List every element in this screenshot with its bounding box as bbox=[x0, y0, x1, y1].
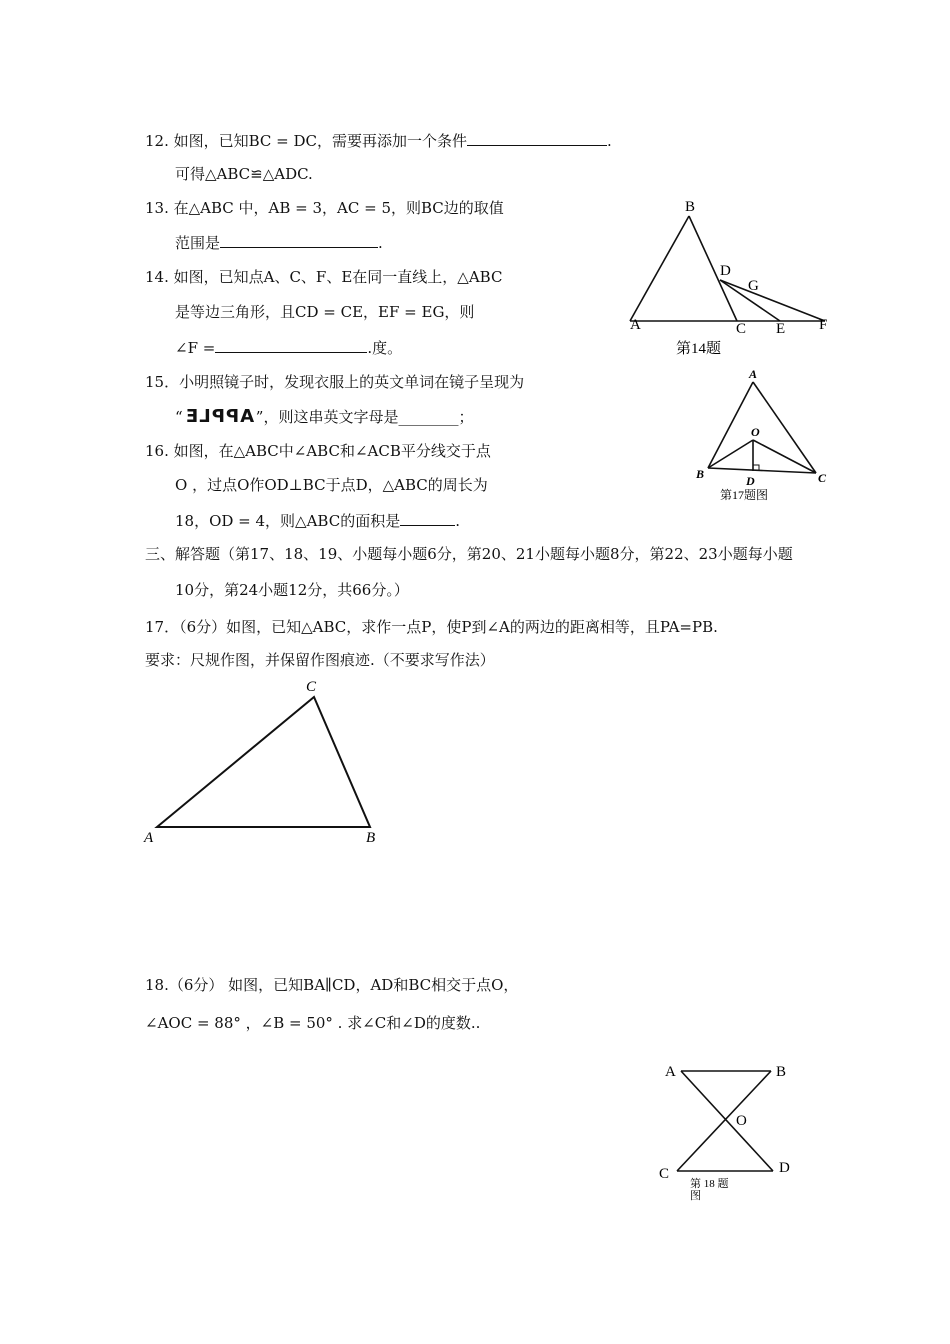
segment-AB bbox=[630, 216, 689, 321]
q16-line2: O ，过点O作OD⊥BC于点D，△ABC的周长为 bbox=[175, 476, 488, 494]
label-B: B bbox=[685, 199, 696, 215]
q14-line2: 是等边三角形，且CD = CE，EF = EG，则 bbox=[175, 303, 475, 321]
q14-answer-blank[interactable] bbox=[215, 337, 367, 353]
figure-q16 bbox=[690, 365, 840, 505]
label-D: D bbox=[779, 1160, 790, 1176]
label-D: D bbox=[746, 474, 755, 488]
label-A: A bbox=[665, 1064, 676, 1080]
segment-AD bbox=[681, 1071, 773, 1171]
q17-line2: 要求：尺规作图，并保留作图痕迹.（不要求写作法） bbox=[145, 651, 495, 669]
label-A: A bbox=[749, 367, 758, 381]
q16-line1: 16. 如图，在△ABC中∠ABC和∠ACB平分线交于点 bbox=[145, 442, 491, 460]
q13-line1: 13. 在△ABC 中，AB = 3，AC = 5，则BC边的取值 bbox=[145, 199, 504, 217]
label-O: O bbox=[751, 425, 760, 439]
segment-DF bbox=[720, 280, 825, 321]
section3-heading: 三、解答题（第17、18、19、小题每小题6分，第20、21小题每小题8分，第22、23小题每小题 bbox=[145, 545, 793, 563]
triangle-ABC bbox=[157, 697, 370, 827]
segment-AB bbox=[708, 382, 753, 468]
label-G: G bbox=[748, 278, 759, 294]
label-C: C bbox=[736, 321, 747, 337]
caption-fig18: 第 18 题 bbox=[690, 1178, 729, 1190]
mirrored-word-image: APPLE bbox=[184, 406, 254, 427]
label-O: O bbox=[736, 1113, 747, 1129]
figure-q14 bbox=[620, 195, 840, 365]
caption-fig17: 第17题图 bbox=[720, 488, 769, 502]
q16-answer-blank[interactable] bbox=[400, 510, 455, 526]
label-B: B bbox=[696, 467, 705, 481]
q18-line2: ∠AOC = 88° ，∠B = 50° . 求∠C和∠D的度数.. bbox=[145, 1014, 481, 1032]
segment-BC bbox=[677, 1071, 771, 1171]
label-F: F bbox=[819, 317, 828, 333]
label-B: B bbox=[366, 830, 376, 846]
q13-line2: 范围是 . bbox=[175, 234, 383, 252]
caption-fig14: 第14题 bbox=[676, 341, 722, 357]
label-E: E bbox=[776, 321, 786, 337]
label-A: A bbox=[630, 317, 641, 333]
label-C: C bbox=[659, 1166, 670, 1182]
q13-answer-blank[interactable] bbox=[220, 232, 378, 248]
q18-line1: 18.（6分） 如图，已知BA∥CD，AD和BC相交于点O， bbox=[145, 976, 519, 994]
label-D: D bbox=[720, 263, 731, 279]
label-C: C bbox=[818, 471, 827, 485]
q12-line1: 12. 如图，已知BC = DC，需要再添加一个条件 . bbox=[145, 132, 612, 150]
q16-line3: 18，OD = 4，则△ABC的面积是 . bbox=[175, 512, 460, 530]
q12-line2: 可得△ABC≌△ADC. bbox=[175, 165, 313, 183]
caption-fig18-line2: 图 bbox=[690, 1190, 701, 1202]
label-C: C bbox=[306, 679, 317, 695]
q17-line1: 17．（6分）如图，已知△ABC，求作一点P，使P到∠A的两边的距离相等，且PA=PB. bbox=[145, 618, 718, 636]
figure-q18 bbox=[655, 1060, 805, 1210]
figure-q17-triangle bbox=[140, 672, 390, 852]
label-B: B bbox=[776, 1064, 787, 1080]
q14-line1: 14. 如图，已知点A、C、F、E在同一直线上，△ABC bbox=[145, 268, 503, 286]
label-A: A bbox=[144, 830, 154, 846]
q15-line1: 15．小明照镜子时，发现衣服上的英文单词在镜子呈现为 bbox=[145, 373, 525, 391]
q14-line3: ∠F = .度。 bbox=[175, 339, 403, 357]
segment-BC bbox=[708, 468, 816, 473]
q12-answer-blank[interactable] bbox=[467, 130, 607, 146]
segment-CO bbox=[753, 440, 816, 473]
q15-line2: “ APPLE ”，则这串英文字母是________； bbox=[175, 406, 474, 427]
section3-heading-line2: 10分，第24小题12分，共66分。） bbox=[175, 581, 409, 599]
segment-AC bbox=[753, 382, 816, 473]
